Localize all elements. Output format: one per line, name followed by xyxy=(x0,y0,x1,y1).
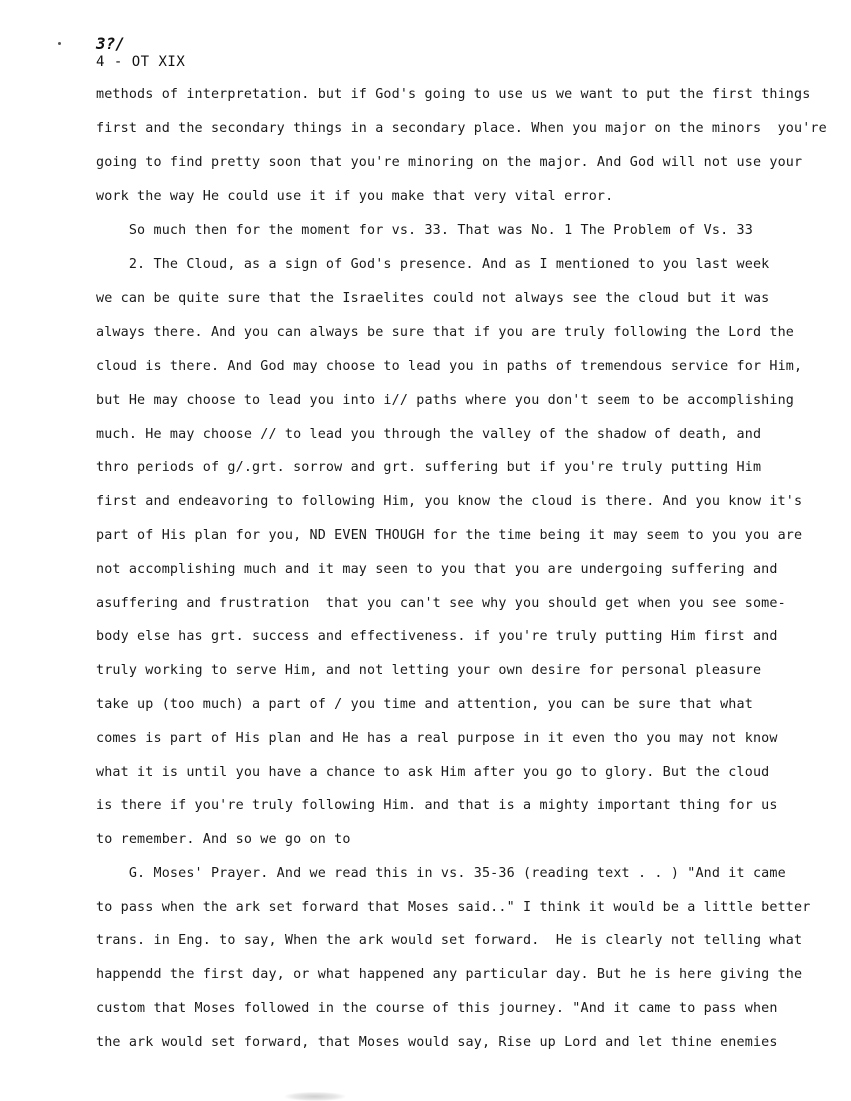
text-line: So much then for the moment for vs. 33. That was No. 1 The Problem of Vs. 33 xyxy=(96,223,753,238)
text-line: first and endeavoring to following Him, you know the cloud is there. And you know it's xyxy=(96,494,803,509)
text-line: going to find pretty soon that you're minoring on the major. And God will not use your xyxy=(96,155,803,170)
text-line: the ark would set forward, that Moses would say, Rise up Lord and let thine enemies xyxy=(96,1035,778,1050)
text-line: first and the secondary things in a secondary place. When you major on the minors you're xyxy=(96,121,827,136)
text-line: what it is until you have a chance to ask Him after you go to glory. But the cloud xyxy=(96,765,770,780)
text-line: is there if you're truly following Him. and that is a mighty important thing for us xyxy=(96,798,778,813)
text-line: happendd the first day, or what happened any particular day. But he is here giving the xyxy=(96,967,803,982)
text-line: 2. The Cloud, as a sign of God's presence. And as I mentioned to you last week xyxy=(96,257,770,272)
text-line: truly working to serve Him, and not letting your own desire for personal pleasure xyxy=(96,663,762,678)
text-line: but He may choose to lead you into i// paths where you don't seem to be accomplishing xyxy=(96,393,795,408)
text-line: custom that Moses followed in the course of this journey. "And it came to pass when xyxy=(96,1001,778,1016)
text-line: to pass when the ark set forward that Moses said.." I think it would be a little better xyxy=(96,900,811,915)
text-line: not accomplishing much and it may seen to you that you are undergoing suffering and xyxy=(96,562,778,577)
page-number: 3?/ xyxy=(96,34,125,53)
text-line: comes is part of His plan and He has a real purpose in it even tho you may not know xyxy=(96,731,778,746)
scan-smudge xyxy=(285,1092,345,1101)
text-line: thro periods of g/.grt. sorrow and grt. suffering but if you're truly putting Him xyxy=(96,460,762,475)
text-line: always there. And you can always be sure that if you are truly following the Lord the xyxy=(96,325,795,340)
text-line: cloud is there. And God may choose to lead you in paths of tremendous service for Him, xyxy=(96,359,803,374)
text-line: work the way He could use it if you make that very vital error. xyxy=(96,189,614,204)
text-line: part of His plan for you, ND EVEN THOUGH for the time being it may seem to you you are xyxy=(96,528,803,543)
page-header-title: 4 - OT XIX xyxy=(96,54,186,70)
text-line: take up (too much) a part of / you time and attention, you can be sure that what xyxy=(96,697,753,712)
speck-mark xyxy=(58,42,61,45)
text-line: methods of interpretation. but if God's going to use us we want to put the first things xyxy=(96,87,811,102)
text-line: body else has grt. success and effectiveness. if you're truly putting Him first and xyxy=(96,629,778,644)
text-line: trans. in Eng. to say, When the ark would set forward. He is clearly not telling what xyxy=(96,933,803,948)
text-line: we can be quite sure that the Israelites could not always see the cloud but it was xyxy=(96,291,770,306)
text-line: G. Moses' Prayer. And we read this in vs. 35-36 (reading text . . ) "And it came xyxy=(96,866,786,881)
text-line: asuffering and frustration that you can't see why you should get when you see some- xyxy=(96,596,786,611)
text-line: to remember. And so we go on to xyxy=(96,832,351,847)
text-line: much. He may choose // to lead you through the valley of the shadow of death, and xyxy=(96,427,762,442)
